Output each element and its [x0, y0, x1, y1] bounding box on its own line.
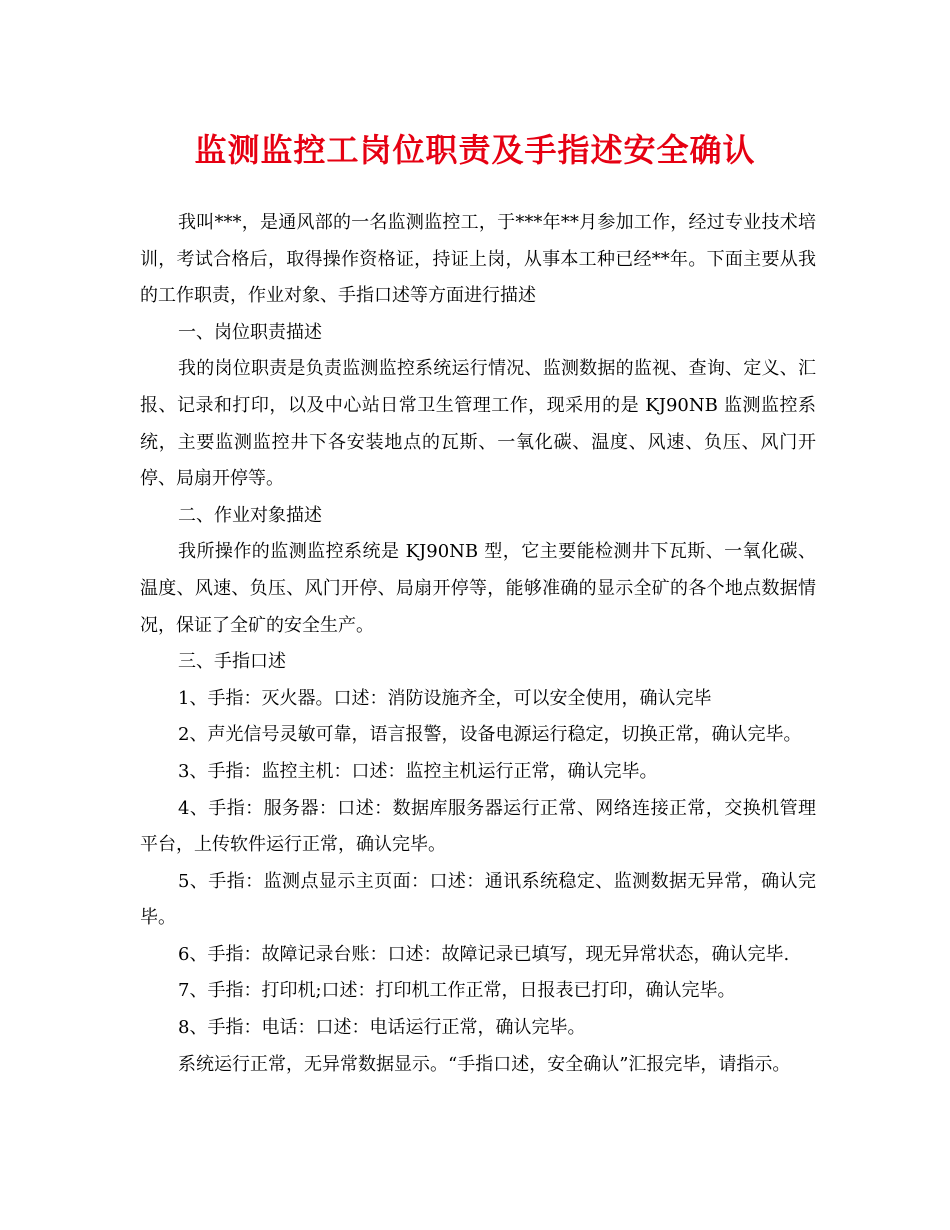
paragraph: 3、手指：监控主机：口述：监控主机运行正常，确认完毕。 [178, 760, 658, 782]
paragraph: 2、声光信号灵敏可靠，语言报警，设备电源运行稳定，切换正常，确认完毕。 [178, 724, 802, 746]
paragraph: 8、手指：电话：口述：电话运行正常，确认完毕。 [178, 1017, 586, 1039]
paragraph: 我的岗位职责是负责监测监控系统运行情况、监测数据的监视、查询、定义、汇报、记录和打印，以及中心站日常卫生管理工作，现采用的是 KJ90NB 监测监控系统，主要监测监控井下各安装地点的瓦斯、一氧化碳、温度、风速、负压、风门开停、局扇开停等。 [140, 358, 816, 490]
document-title: 监测监控工岗位职责及手指述安全确认 [194, 131, 756, 169]
paragraph: 系统运行正常，无异常数据显示。“手指口述，安全确认”汇报完毕，请指示。 [178, 1053, 791, 1075]
paragraph: 二、作业对象描述 [178, 504, 322, 526]
paragraph: 我叫***，是通风部的一名监测监控工，于***年**月参加工作，经过专业技术培训，考试合格后，取得操作资格证，持证上岗，从事本工种已经**年。下面主要从我的工作职责，作业对象、手指口述等方面进行描述 [140, 212, 816, 307]
paragraph: 7、手指：打印机;口述：打印机工作正常，日报表已打印，确认完毕。 [178, 980, 736, 1002]
paragraph: 5、手指：监测点显示主页面：口述：通讯系统稳定、监测数据无异常，确认完毕。 [140, 870, 816, 929]
paragraph: 三、手指口述 [178, 651, 286, 673]
paragraph: 1、手指：灭火器。口述：消防设施齐全，可以安全使用，确认完毕 [178, 687, 712, 709]
paragraph: 我所操作的监测监控系统是 KJ90NB 型，它主要能检测井下瓦斯、一氧化碳、温度、风速、负压、风门开停、局扇开停等，能够准确的显示全矿的各个地点数据情况，保证了全矿的安全生产。 [140, 541, 816, 636]
paragraph: 一、岗位职责描述 [178, 321, 322, 343]
document-body [140, 205, 816, 1083]
paragraph: 6、手指：故障记录台账：口述：故障记录已填写，现无异常状态，确认完毕. [178, 943, 790, 965]
paragraph: 4、手指：服务器：口述：数据库服务器运行正常、网络连接正常，交换机管理平台，上传软件运行正常，确认完毕。 [140, 797, 816, 856]
